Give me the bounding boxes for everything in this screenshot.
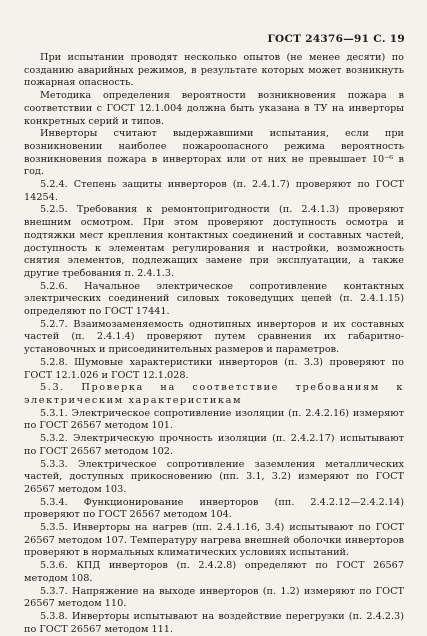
paragraph: 5.3.4. Функционирование инверторов (пп. 2.4.2.12—2.4.2.14) проверяют по ГОСТ 26567 методом 104. bbox=[24, 496, 404, 521]
paragraph: 5.2.7. Взаимозаменяемость однотипных инверторов и их составных частей (п. 2.4.1.4) проверяют путем сравнения их габаритно-установочных и присоединительных размеров и параметров. bbox=[24, 318, 404, 356]
paragraph: Инверторы считают выдержавшими испытания, если при возникновении наиболее пожароопасного режима вероятность возникновения пожара в инверторах или от них не превышает 10⁻⁶ в год. bbox=[24, 128, 404, 178]
paragraph: Методика определения вероятности возникновения пожара в соответствии с ГОСТ 12.1.004 должна быть указана в ТУ на инверторы конкретных серий и типов. bbox=[24, 90, 404, 127]
paragraph: 5.3.8. Инверторы испытывают на воздействие перегрузки (п. 2.4.2.3) по ГОСТ 26567 методом 111. bbox=[24, 610, 404, 635]
paragraph: 5.3.6. КПД инверторов (п. 2.4.2.8) определяют по ГОСТ 26567 методом 108. bbox=[24, 560, 404, 584]
paragraph: 5.3.7. Напряжение на выходе инверторов (п. 1.2) измеряют по ГОСТ 26567 методом 110. bbox=[24, 585, 404, 610]
section-heading: 5.3. Проверка на соответствие требованиям к электрическим характеристикам bbox=[24, 382, 404, 406]
paragraph: 5.2.6. Начальное электрическое сопротивление контактных электрических соединений силовых токоведущих цепей (п. 2.4.1.15) определяют по ГОСТ 17441. bbox=[24, 280, 404, 318]
paragraph: При испытании проводят несколько опытов (не менее десяти) по созданию аварийных режимов, в результате которых может возникнуть пожарная опасность. bbox=[24, 52, 404, 89]
paragraph: 5.2.8. Шумовые характеристики инверторов (п. 3.3) проверяют по ГОСТ 12.1.026 и ГОСТ 12.1.028. bbox=[24, 356, 404, 381]
page-header: ГОСТ 24376—91 С. 19 bbox=[267, 33, 405, 45]
paragraph: 5.2.5. Требования к ремонтопригодности (п. 2.4.1.3) проверяют внешним осмотром. При этом проверяют доступность осмотра и подтяжки мест крепления контактных соединений и составных частей, доступность к элементам регулирования и настройки, возможность снятия элементов, подлежащих замене при эксплуатации, а также другие требования п. 2.4.1.3. bbox=[24, 204, 404, 279]
paragraph: 5.3.3. Электрическое сопротивление заземления металлических частей, доступных прикосновению (пп. 3.1, 3.2) измеряют по ГОСТ 26567 методом 103. bbox=[24, 458, 404, 495]
paragraph: 5.3.5. Инверторы на нагрев (пп. 2.4.1.16, 3.4) испытывают по ГОСТ 26567 методом 107. Температуру нагрева внешней оболочки инверторов проверяют в нормальных климатических условиях испытаний. bbox=[24, 522, 404, 559]
document-body bbox=[24, 52, 404, 636]
paragraph: 5.3.1. Электрическое сопротивление изоляции (п. 2.4.2.16) измеряют по ГОСТ 26567 методом 101. bbox=[24, 407, 404, 432]
paragraph: 5.2.4. Степень защиты инверторов (п. 2.4.1.7) проверяют по ГОСТ 14254. bbox=[24, 179, 404, 203]
paragraph: 5.3.2. Электрическую прочность изоляции (п. 2.4.2.17) испытывают по ГОСТ 26567 методом 102. bbox=[24, 433, 404, 457]
